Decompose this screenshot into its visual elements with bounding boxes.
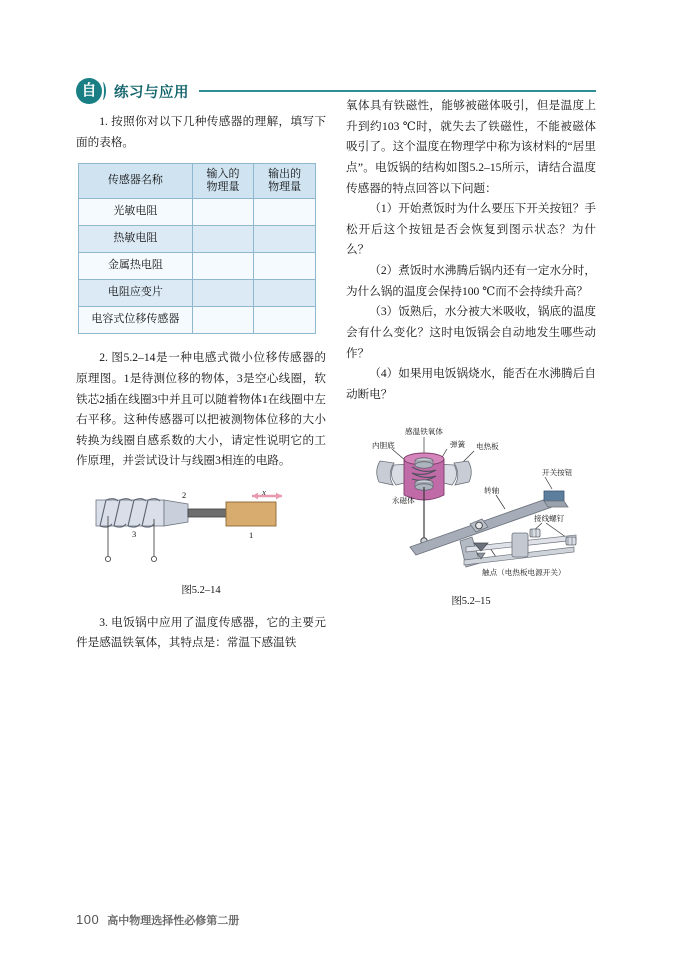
row-output-blank[interactable] (254, 253, 316, 280)
table-row (79, 253, 316, 280)
row-input-blank[interactable] (192, 226, 254, 253)
question-3-text: 3. 电饭锅中应用了温度传感器，它的主要元件是感温铁氧体，其特点是：常温下感温铁 (76, 615, 326, 650)
practice-seal-icon (76, 78, 102, 104)
right-column (346, 96, 596, 612)
figure-5-2-14 (76, 486, 326, 601)
label-ferrite: 感温铁氧体 (405, 427, 443, 437)
label-contact: 触点（电热板电源开关） (482, 568, 566, 578)
table-header-row (79, 164, 316, 199)
sensor-table (78, 163, 316, 334)
row-label: 电阻应变片 (79, 280, 193, 307)
coil-taper (164, 500, 188, 526)
row-label: 光敏电阻 (79, 199, 193, 226)
sub-question-4: （4）如果用电饭锅烧水，能否在水沸腾后自动断电？ (346, 367, 596, 401)
label-coil-3: 3 (132, 529, 137, 539)
label-block-1: 1 (249, 530, 254, 540)
rice-cooker-diagram (346, 423, 596, 583)
label-core-2: 2 (182, 490, 187, 500)
label-switch-button: 开关按钮 (542, 468, 573, 478)
displacement-arrow-icon (252, 493, 282, 500)
row-output-blank[interactable] (254, 226, 316, 253)
row-label: 金属热电阻 (79, 253, 193, 280)
inductive-sensor-diagram (76, 486, 326, 578)
label-heating-plate: 电热板 (476, 442, 499, 452)
header-output-line1: 输出的 (268, 167, 302, 180)
label-pivot: 转轴 (484, 486, 500, 496)
label-terminal-screw: 接线螺钉 (534, 514, 565, 524)
iron-core-rod (188, 509, 226, 517)
sub-question-2: （2）煮饭时水沸腾后锅内还有一定水分时，为什么锅的温度会保持100 ℃而不会持续升高？ (346, 264, 596, 298)
question-2-text: 2. 图5.2–14是一种电感式微小位移传感器的原理图。1是待测位移的物体，3是空心线圈，软铁芯2插在线圈3中并且可以随着物体1在线圈中左右平移。这种传感器可以把被测物体位移的大小转换为线圈自感系数的大小，请定性说明它的工作原理，并尝试设计与线圈3相连的电路。 (76, 351, 326, 468)
label-permanent-magnet: 永磁体 (392, 496, 415, 506)
row-input-blank[interactable] (192, 253, 254, 280)
book-title: 高中物理选择性必修第二册 (107, 915, 240, 927)
page-footer (76, 912, 239, 928)
figure-5-2-14-drawing (76, 486, 326, 578)
switch-button[interactable] (544, 491, 564, 501)
figure-5-2-15-drawing (346, 423, 596, 583)
sub-question-1: （1）开始煮饭时为什么要压下开关按钮？手松开后这个按钮是否会恢复到图示状态？为什么？ (346, 202, 596, 257)
left-column (76, 112, 326, 654)
figure-5-2-15 (346, 423, 596, 612)
contact-switch-assembly (464, 529, 576, 565)
row-input-blank[interactable] (192, 280, 254, 307)
header-output-line2: 物理量 (268, 181, 302, 194)
table-row (79, 307, 316, 334)
section-title: 练习与应用 (114, 84, 189, 101)
row-output-blank[interactable] (254, 280, 316, 307)
sensor-table-body (79, 164, 316, 334)
header-cell-input (192, 164, 254, 199)
practice-seal-glyph: 自 (81, 82, 97, 99)
terminal-screw-1 (530, 529, 540, 537)
figure-5-2-14-caption: 图5.2–14 (181, 585, 221, 596)
sub-question-3: （3）饭熟后，水分被大米吸收，锅底的温度会有什么变化？这时电饭锅会自动地发生哪些动作？ (346, 305, 596, 360)
question-1-text: 1. 按照你对以下几种传感器的理解，填写下面的表格。 (76, 115, 326, 149)
header-cell-output (254, 164, 316, 199)
header-input-line2: 物理量 (206, 181, 240, 194)
pivot-pin (476, 522, 483, 529)
row-input-blank[interactable] (192, 199, 254, 226)
label-spring: 弹簧 (450, 440, 466, 450)
terminal-right (151, 556, 156, 561)
table-row (79, 280, 316, 307)
table-row (79, 199, 316, 226)
header-input-line1: 输入的 (206, 167, 240, 180)
label-displacement-x: x (262, 488, 266, 497)
label-inner-pot-bottom: 内胆底 (372, 441, 395, 451)
terminal-screw-2 (566, 537, 576, 545)
row-output-blank[interactable] (254, 199, 316, 226)
terminal-left (105, 556, 110, 561)
ferrite-disc-bottom (415, 462, 433, 468)
header-cell-name: 传感器名称 (79, 164, 193, 199)
row-label: 电容式位移传感器 (79, 307, 193, 334)
row-label: 热敏电阻 (79, 226, 193, 253)
table-row (79, 226, 316, 253)
figure-5-2-15-caption: 图5.2–15 (451, 596, 491, 608)
switch-button-base (544, 501, 568, 507)
measured-object-block (226, 502, 276, 526)
row-input-blank[interactable] (192, 307, 254, 334)
switch-body (512, 533, 528, 557)
question-3-continuation: 氧体具有铁磁性，能够被磁体吸引，但是温度上升到约103 ℃时，就失去了铁磁性，不能被磁体吸引了。这个温度在物理学中称为该材料的“居里点”。电饭锅的结构如图5.2–15所示，请结合温度传感器的特点回答以下问题： (346, 99, 596, 195)
row-output-blank[interactable] (254, 307, 316, 334)
page-number: 100 (76, 912, 100, 927)
section-rule (199, 90, 596, 92)
